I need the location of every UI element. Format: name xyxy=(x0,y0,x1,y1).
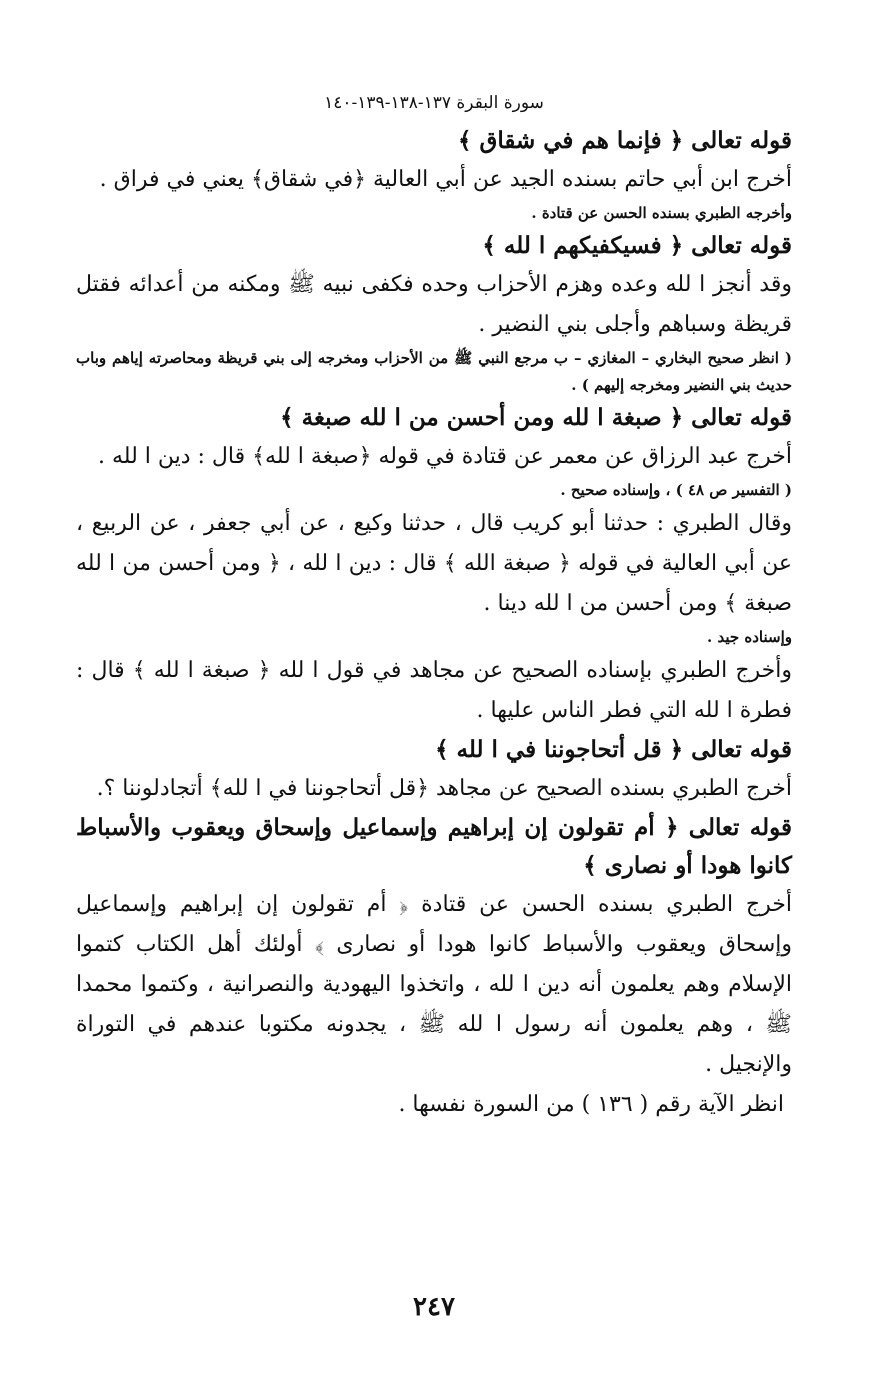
source-note: وإسناده جيد . xyxy=(707,628,792,646)
commentary-paragraph: أخرج عبد الرزاق عن معمر عن قتادة في قوله ﴿صبغة ا لله﴾ قال : دين ا لله . xyxy=(98,444,792,469)
commentary-paragraph: وقد أنجز ا لله وعده وهزم الأحزاب وحده فكفى نبيه ﷺ ومكنه من أعدائه فقتل قريظة وسباهم وأجلى بني النضير . xyxy=(76,272,792,337)
cross-reference: انظر الآية رقم ( ١٣٦ ) من السورة نفسها . xyxy=(398,1092,784,1117)
verse-heading: قوله تعالى ﴿ أم تقولون إن إبراهيم وإسماعيل وإسحاق ويعقوب والأسباط كانوا هودا أو نصارى ﴾ xyxy=(76,814,792,879)
verse-heading: قوله تعالى ﴿ صبغة ا لله ومن أحسن من ا لله صبغة ﴾ xyxy=(280,404,792,431)
commentary-paragraph: أخرج الطبري بسنده الصحيح عن مجاهد ﴿قل أتحاجوننا في ا لله﴾ أتجادلوننا ؟. xyxy=(96,776,792,801)
commentary-paragraph: وقال الطبري : حدثنا أبو كريب قال ، حدثنا وكيع ، عن أبي جعفر ، عن الربيع ، عن أبي العالية في قوله ﴿ صبغة الله ﴾ قال : دين ا لله ، ﴿ ومن أحسن من ا لله صبغة ﴾ ومن أحسن من ا لله دينا . xyxy=(76,511,793,616)
commentary-paragraph: أخرج ابن أبي حاتم بسنده الجيد عن أبي العالية ﴿في شقاق﴾ يعني في فراق . xyxy=(99,167,792,192)
running-header: سورة البقرة ١٣٧-١٣٨-١٣٩-١٤٠ xyxy=(324,93,544,113)
verse-heading: قوله تعالى ﴿ فسيكفيكهم ا لله ﴾ xyxy=(482,232,792,259)
book-page xyxy=(76,92,792,1352)
source-note: ( التفسير ص ٤٨ ) ، وإسناده صحيح . xyxy=(560,481,792,499)
page-number: ٢٤٧ xyxy=(413,1292,455,1322)
verse-heading: قوله تعالى ﴿ قل أتحاجوننا في ا لله ﴾ xyxy=(435,736,792,763)
verse-heading: قوله تعالى ﴿ فإنما هم في شقاق ﴾ xyxy=(458,127,792,154)
source-note: وأخرجه الطبري بسنده الحسن عن قتادة . xyxy=(531,204,792,222)
commentary-paragraph: وأخرج الطبري بإسناده الصحيح عن مجاهد في قول ا لله ﴿ صبغة ا لله ﴾ قال : فطرة ا لله التي فطر الناس عليها . xyxy=(76,658,792,723)
commentary-paragraph: أخرج الطبري بسنده الحسن عن قتادة ﴿ أم تقولون إن إبراهيم وإسماعيل وإسحاق ويعقوب والأسباط كانوا هودا أو نصارى ﴾ أولئك أهل الكتاب كتموا الإسلام وهم يعلمون أنه دين ا لله ، واتخذوا اليهودية والنصرانية ، وكتموا محمدا ﷺ ، وهم يعلمون أنه رسول ا لله ﷺ ، يجدونه مكتوبا عندهم في التوراة والإنجيل . xyxy=(76,892,792,1077)
source-note: ( انظر صحيح البخاري – المغازي – ب مرجع النبي ﷺ من الأحزاب ومخرجه إلى بني قريظة ومحاصرته إياهم وباب حديث بني النضير ومخرجه إليهم ) . xyxy=(76,349,792,394)
